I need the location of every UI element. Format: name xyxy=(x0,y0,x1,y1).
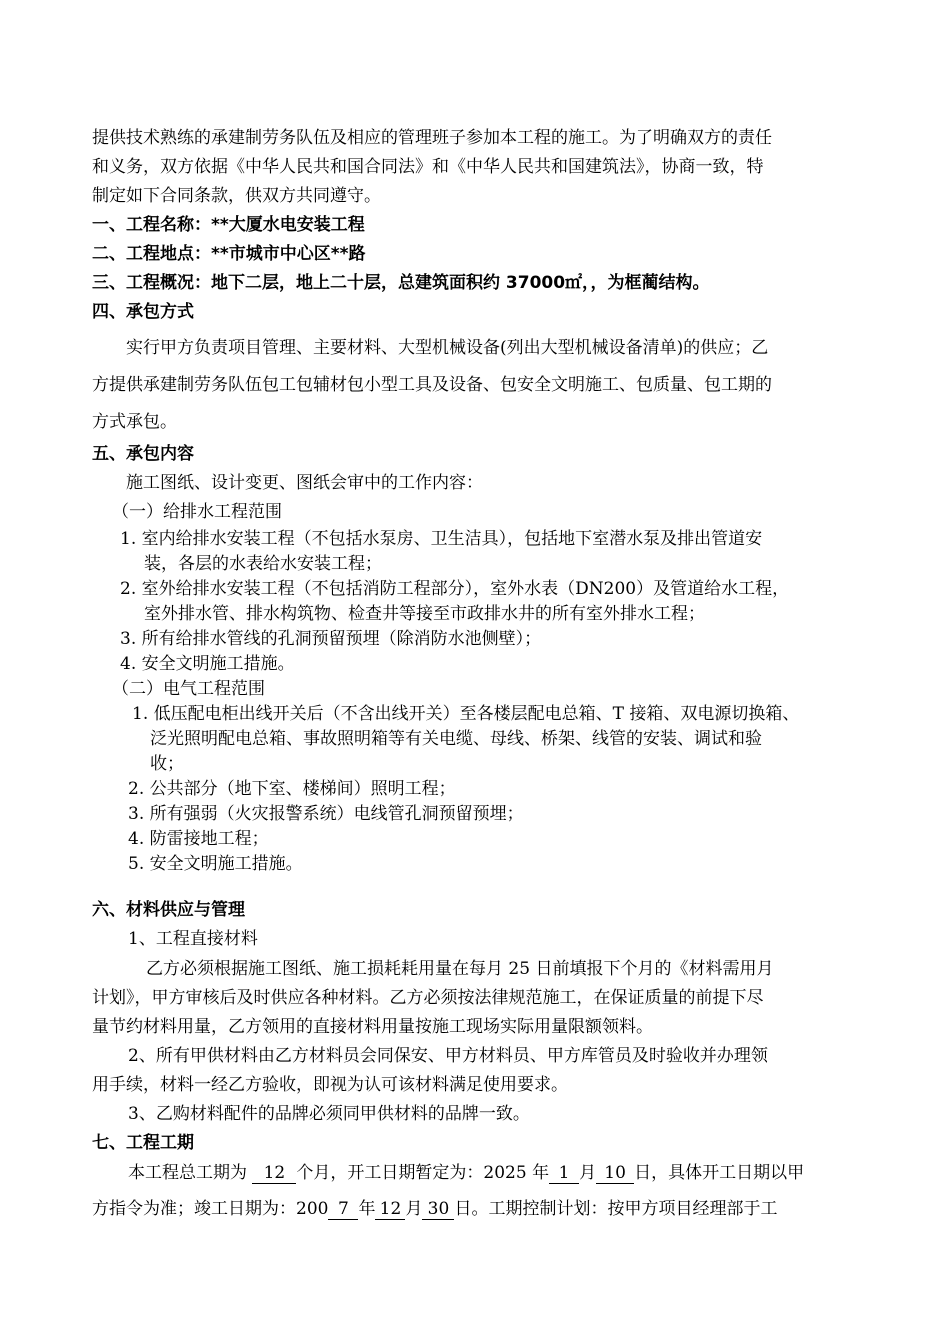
section-project-overview: 三、工程概况：地下二层，地上二十层，总建筑面积约 37000㎡，，为框蔺结构。 xyxy=(92,273,710,293)
materials-p3: 3、乙购材料配件的品牌必须同甲供材料的品牌一致。 xyxy=(128,1104,530,1124)
materials-p1-line-2: 计划》，甲方审核后及时供应各种材料。乙方必须按法律规范施工，在保证质量的前提下尽 xyxy=(92,988,764,1008)
water-item-3: 3. 所有给排水管线的孔洞预留预埋（除消防水池侧壁）； xyxy=(120,629,542,649)
contract-mode-line-2: 方提供承建制劳务队伍包工包辅材包小型工具及设备、包安全文明施工、包质量、包工期的 xyxy=(92,375,772,395)
section-project-location: 二、工程地点：**市城市中心区**路 xyxy=(92,244,366,264)
electrical-item-3: 3. 所有强弱（火灾报警系统）电线管孔洞预留预埋； xyxy=(128,804,524,824)
schedule-months-blank: 12 xyxy=(252,1163,296,1184)
electrical-item-1: 1. 低压配电柜出线开关后（不含出线开关）至各楼层配电总箱、T 接箱、双电源切换箱、 xyxy=(132,704,800,724)
schedule-text-c: 月 xyxy=(579,1163,597,1183)
water-item-2: 2. 室外给排水安装工程（不包括消防工程部分），室外水表（DN200）及管道给水工程， xyxy=(120,579,790,599)
schedule-end-year-blank: 7 xyxy=(328,1199,358,1220)
schedule-text-f: 年 xyxy=(358,1199,376,1219)
section-schedule-title: 七、工程工期 xyxy=(92,1133,194,1153)
electrical-item-1-end: 收； xyxy=(150,754,184,774)
electrical-item-2: 2. 公共部分（地下室、楼梯间）照明工程； xyxy=(128,779,456,799)
intro-line-3: 制定如下合同条款，供双方共同遵守。 xyxy=(92,186,381,206)
schedule-start-day-blank: 10 xyxy=(596,1163,634,1184)
schedule-line-2 xyxy=(92,1198,777,1220)
water-item-4: 4. 安全文明施工措施。 xyxy=(120,654,295,674)
schedule-text-b: 个月，开工日期暂定为：2025 年 xyxy=(296,1163,550,1183)
schedule-text-d: 日，具体开工日期以甲 xyxy=(634,1163,805,1183)
schedule-end-day-blank: 30 xyxy=(422,1199,454,1220)
materials-p2-line-2: 用手续，材料一经乙方验收，即视为认可该材料满足使用要求。 xyxy=(92,1075,568,1095)
schedule-end-month-blank: 12 xyxy=(375,1199,405,1220)
section-project-name: 一、工程名称：**大厦水电安装工程 xyxy=(92,215,365,235)
electrical-scope-heading: （二）电气工程范围 xyxy=(112,679,265,699)
water-item-1: 1. 室内给排水安装工程（不包括水泵房、卫生洁具），包括地下室潜水泵及排出管道安 xyxy=(120,529,763,549)
schedule-line-1 xyxy=(128,1162,804,1184)
electrical-item-1-cont: 泛光照明配电总箱、事故照明箱等有关电缆、母线、桥架、线管的安装、调试和验 xyxy=(150,729,762,749)
intro-line-1: 提供技术熟练的承建制劳务队伍及相应的管理班子参加本工程的施工。为了明确双方的责任 xyxy=(92,128,772,148)
materials-p2-line-1: 2、所有甲供材料由乙方材料员会同保安、甲方材料员、甲方库管员及时验收并办理领 xyxy=(128,1046,768,1066)
electrical-item-4: 4. 防雷接地工程； xyxy=(128,829,269,849)
electrical-item-5: 5. 安全文明施工措施。 xyxy=(128,854,303,874)
contract-content-lead: 施工图纸、设计变更、图纸会审中的工作内容： xyxy=(126,473,483,493)
contract-mode-line-1: 实行甲方负责项目管理、主要材料、大型机械设备(列出大型机械设备清单)的供应；乙 xyxy=(126,338,769,358)
section-contract-content-title: 五、承包内容 xyxy=(92,444,194,464)
schedule-start-month-blank: 1 xyxy=(549,1163,579,1184)
water-item-1-cont: 装，各层的水表给水安装工程； xyxy=(144,554,382,574)
materials-p1-line-3: 量节约材料用量，乙方领用的直接材料用量按施工现场实际用量限额领料。 xyxy=(92,1017,653,1037)
schedule-text-e: 方指令为准；竣工日期为：200 xyxy=(92,1199,329,1219)
water-item-2-cont: 室外排水管、排水构筑物、检查井等接至市政排水井的所有室外排水工程； xyxy=(144,604,705,624)
materials-p1-line-1: 乙方必须根据施工图纸、施工损耗耗用量在每月 25 日前填报下个月的《材料需用月 xyxy=(146,959,774,979)
intro-line-2: 和义务，双方依据《中华人民共和国合同法》和《中华人民共和国建筑法》，协商一致，特 xyxy=(92,157,764,177)
section-materials-title: 六、材料供应与管理 xyxy=(92,900,245,920)
contract-mode-line-3: 方式承包。 xyxy=(92,412,177,432)
schedule-text-h: 日。工期控制计划：按甲方项目经理部于工 xyxy=(454,1199,778,1219)
schedule-text-g: 月 xyxy=(405,1199,423,1219)
schedule-text-a: 本工程总工期为 xyxy=(128,1163,247,1183)
water-scope-heading: （一）给排水工程范围 xyxy=(112,502,282,522)
materials-sub-1: 1、工程直接材料 xyxy=(128,929,258,949)
section-contract-mode-title: 四、承包方式 xyxy=(92,302,194,322)
